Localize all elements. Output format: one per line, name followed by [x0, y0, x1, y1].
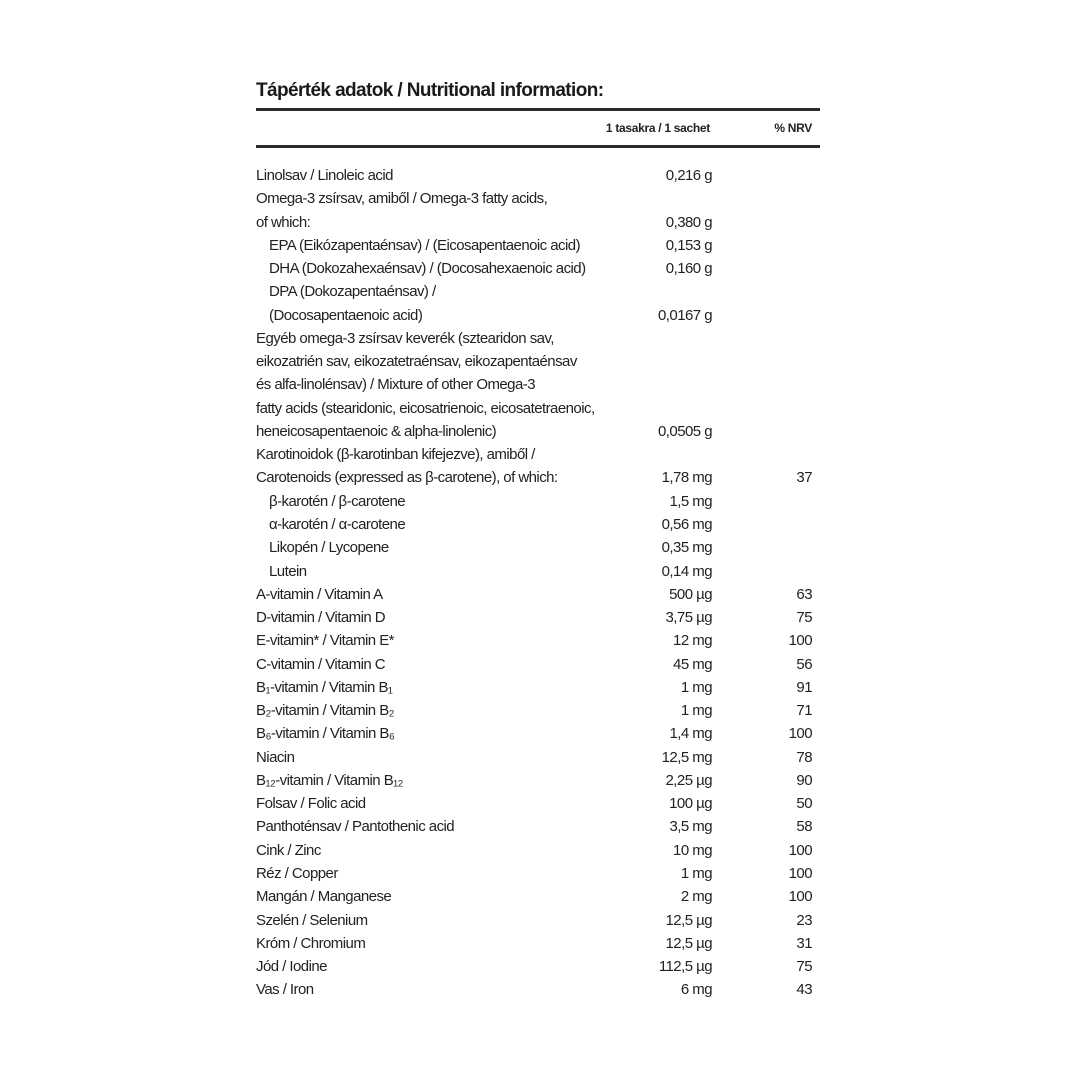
nutrient-amount: 12,5 mg [661, 748, 712, 766]
nutrient-label: α-karotén / α-carotene [269, 515, 406, 533]
nutrient-label: Lutein [269, 562, 307, 580]
nutrient-amount: 500 µg [669, 585, 712, 603]
nutrient-amount: 0,0167 g [658, 306, 712, 324]
table-row [256, 327, 820, 350]
nutrient-nrv: 58 [796, 818, 812, 836]
nutrient-label: Niacin [256, 748, 295, 766]
nutrient-amount: 1 mg [680, 864, 712, 882]
table-row [256, 373, 820, 396]
nutrient-label: fatty acids (stearidonic, eicosatrienoic, eicosatetraenoic, [256, 399, 595, 417]
nutrient-label: Vas / Iron [256, 981, 314, 999]
nutrient-amount: 12 mg [673, 632, 712, 650]
nutrient-label: Egyéb omega-3 zsírsav keverék (sztearidon sav, [256, 329, 554, 347]
nutrient-label: Omega-3 zsírsav, amiből / Omega-3 fatty acids, [256, 190, 548, 208]
nutrient-label: Karotinoidok (β-karotinban kifejezve), amiből / [256, 446, 535, 464]
nutrient-nrv: 71 [796, 702, 812, 720]
table-row [256, 304, 820, 327]
nutrient-amount: 1,78 mg [661, 469, 712, 487]
table-row [256, 839, 820, 862]
nutrient-amount: 0,216 g [665, 167, 712, 184]
nutrient-label: Carotenoids (expressed as β-carotene), of which: [256, 469, 558, 487]
table-row [256, 606, 820, 629]
nutrient-label: Króm / Chromium [256, 934, 366, 952]
table-row [256, 955, 820, 978]
nutrient-amount: 0,380 g [665, 213, 712, 231]
nrv-column-header: % NRV [774, 121, 812, 135]
nutrient-label: (Docosapentaenoic acid) [269, 306, 423, 324]
nutrient-amount: 112,5 µg [658, 958, 712, 976]
nutrient-label: B₁-vitamin / Vitamin B₁ [256, 678, 393, 696]
nutrient-label: eikozatrién sav, eikozatetraénsav, eikozapentaénsav [256, 353, 577, 371]
nutrient-label: Cink / Zinc [256, 841, 321, 859]
table-row [256, 211, 820, 234]
nutrient-label: C-vitamin / Vitamin C [256, 655, 386, 673]
table-row [256, 629, 820, 652]
nutrient-amount: 45 mg [673, 655, 712, 673]
nutrient-amount: 6 mg [680, 981, 712, 999]
nutrient-amount: 2 mg [680, 888, 712, 906]
nutrient-label: Panthoténsav / Pantothenic acid [256, 818, 455, 836]
nutrient-nrv: 100 [788, 725, 812, 743]
nutrient-label: E-vitamin* / Vitamin E* [256, 632, 394, 650]
nutrient-amount: 12,5 µg [665, 911, 712, 929]
table-row [256, 676, 820, 699]
nutrient-amount: 0,35 mg [661, 539, 712, 557]
table-row [256, 699, 820, 722]
nutrient-nrv: 100 [788, 888, 812, 906]
nutrient-label: β-karotén / β-carotene [269, 492, 406, 510]
table-row [256, 350, 820, 373]
nutrient-label: A-vitamin / Vitamin A [256, 585, 383, 603]
nutrient-amount: 3,75 µg [665, 609, 712, 627]
nutrient-nrv: 91 [796, 678, 812, 696]
nutrient-amount: 0,153 g [665, 236, 712, 254]
table-row [256, 280, 820, 303]
nutrient-amount: 100 µg [669, 795, 712, 813]
nutrient-label: B₆-vitamin / Vitamin B₆ [256, 725, 395, 743]
nutrient-label: Réz / Copper [256, 864, 338, 882]
nutrient-nrv: 63 [796, 585, 812, 603]
nutrient-amount: 1,5 mg [669, 492, 712, 510]
nutrient-label: EPA (Eikózapentaénsav) / (Eicosapentaenoic acid) [269, 236, 581, 254]
nutrient-label: B₂-vitamin / Vitamin B₂ [256, 702, 394, 720]
nutrient-amount: 10 mg [673, 841, 712, 859]
table-row [256, 746, 820, 769]
table-row [256, 769, 820, 792]
nutrient-nrv: 43 [796, 981, 812, 999]
nutrient-label: heneicosapentaenoic & alpha-linolenic) [256, 422, 497, 440]
nutrient-nrv: 50 [796, 795, 812, 813]
table-row [256, 722, 820, 745]
table-row [256, 164, 820, 187]
table-row [256, 932, 820, 955]
per-sachet-column-header: 1 tasakra / 1 sachet [605, 121, 710, 135]
nutrient-label: és alfa-linolénsav) / Mixture of other Omega-3 [256, 376, 535, 394]
nutrient-label: Jód / Iodine [256, 958, 327, 976]
table-row [256, 513, 820, 536]
nutrient-nrv: 37 [796, 469, 812, 487]
nutrient-label: D-vitamin / Vitamin D [256, 609, 386, 627]
nutrient-amount: 2,25 µg [665, 771, 712, 789]
nutrient-amount: 12,5 µg [665, 934, 712, 952]
nutrient-nrv: 100 [788, 632, 812, 650]
table-header [256, 111, 820, 145]
table-row [256, 187, 820, 210]
table-row [256, 583, 820, 606]
table-row [256, 397, 820, 420]
nutrient-nrv: 100 [788, 864, 812, 882]
table-row [256, 885, 820, 908]
table-row [256, 234, 820, 257]
table-row [256, 536, 820, 559]
nutrient-label: B₁₂-vitamin / Vitamin B₁₂ [256, 771, 403, 789]
nutrient-amount: 0,0505 g [658, 422, 712, 440]
nutrient-nrv: 31 [796, 934, 812, 952]
nutrient-nrv: 75 [796, 609, 812, 627]
page-title: Tápérték adatok / Nutritional information: [256, 80, 604, 101]
nutrient-label: Folsav / Folic acid [256, 795, 366, 813]
nutrient-table [256, 164, 820, 1002]
nutrient-amount: 0,14 mg [661, 562, 712, 580]
nutrient-nrv: 23 [796, 911, 812, 929]
table-row [256, 653, 820, 676]
nutrient-label: DHA (Dokozahexaénsav) / (Docosahexaenoic acid) [269, 260, 586, 278]
nutrient-label: Likopén / Lycopene [269, 539, 389, 557]
nutrient-amount: 0,56 mg [661, 515, 712, 533]
table-row [256, 490, 820, 513]
nutrient-label: of which: [256, 213, 311, 231]
nutrient-nrv: 75 [796, 958, 812, 976]
table-row [256, 792, 820, 815]
table-row [256, 815, 820, 838]
nutrient-amount: 1 mg [680, 702, 712, 720]
nutrient-nrv: 56 [796, 655, 812, 673]
nutrient-amount: 3,5 mg [669, 818, 712, 836]
table-row [256, 257, 820, 280]
nutrient-nrv: 90 [796, 771, 812, 789]
nutrient-label: Linolsav / Linoleic acid [256, 167, 393, 184]
nutrient-nrv: 78 [796, 748, 812, 766]
table-row [256, 466, 820, 489]
table-row [256, 420, 820, 443]
nutrient-label: Mangán / Manganese [256, 888, 392, 906]
table-row [256, 862, 820, 885]
nutrition-panel [256, 78, 820, 1002]
table-row [256, 909, 820, 932]
table-row [256, 978, 820, 1001]
table-row [256, 560, 820, 583]
nutrient-label: Szelén / Selenium [256, 911, 368, 929]
table-row [256, 443, 820, 466]
nutrient-nrv: 100 [788, 841, 812, 859]
nutrient-amount: 1,4 mg [669, 725, 712, 743]
nutrient-label: DPA (Dokozapentaénsav) / [269, 283, 436, 301]
nutrient-amount: 0,160 g [665, 260, 712, 278]
nutrient-amount: 1 mg [680, 678, 712, 696]
